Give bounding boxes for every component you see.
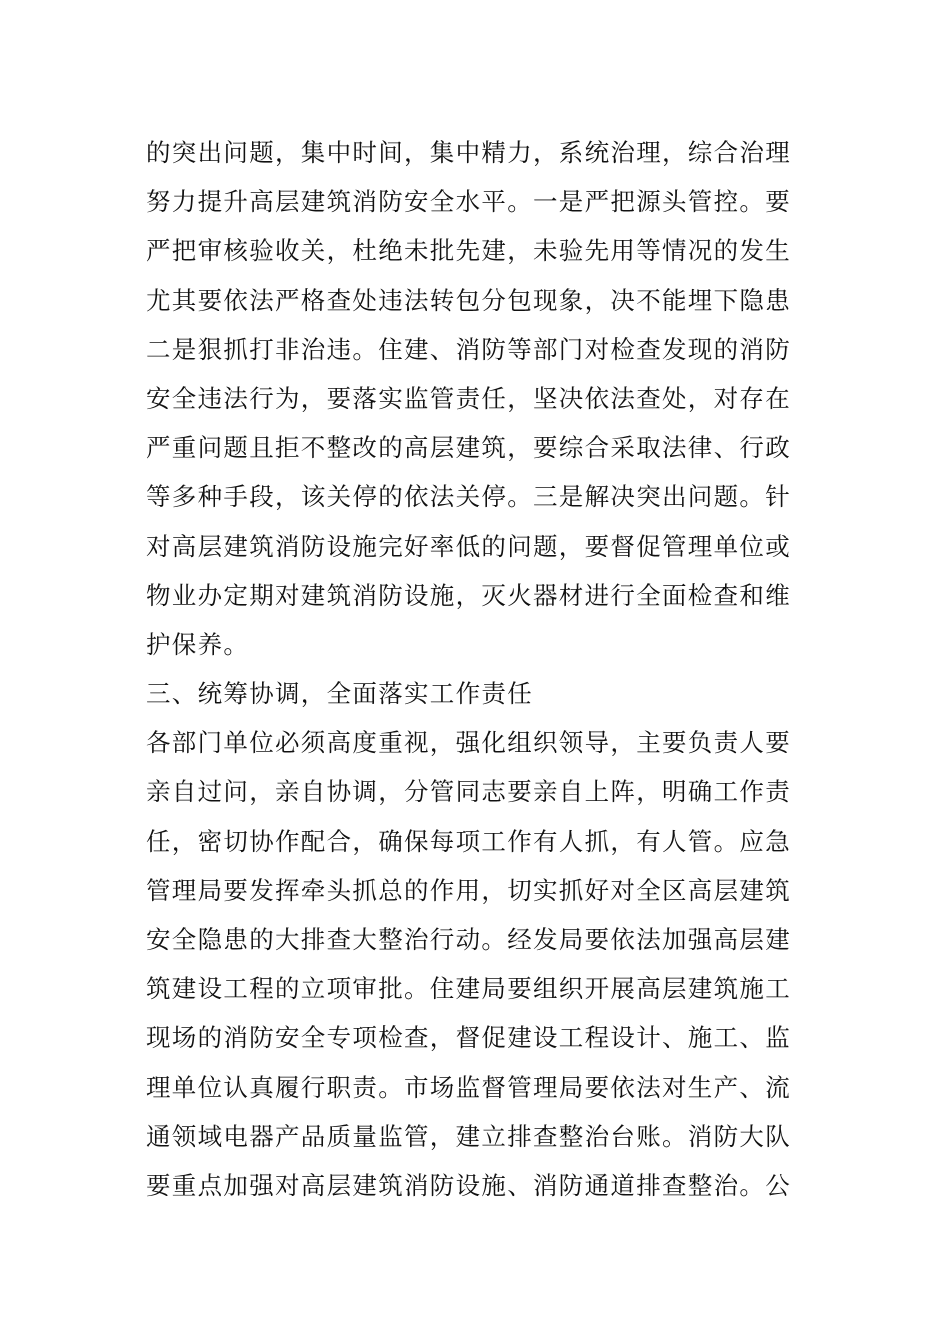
text-line: 要重点加强对高层建筑消防设施、消防通道排查整治。公 [146, 1170, 791, 1200]
text-line: 物业办定期对建筑消防设施，灭火器材进行全面检查和维 [146, 580, 791, 610]
text-line: 安全违法行为，要落实监管责任，坚决依法查处，对存在 [146, 383, 791, 413]
text-line: 的突出问题，集中时间，集中精力，系统治理，综合治理 [146, 138, 791, 167]
text-line: 任，密切协作配合，确保每项工作有人抓，有人管。应急 [146, 826, 791, 856]
text-line: 各部门单位必须高度重视，强化组织领导，主要负责人要 [146, 728, 791, 758]
text-line: 二是狠抓打非治违。住建、消防等部门对检查发现的消防 [146, 334, 791, 364]
text-line: 对高层建筑消防设施完好率低的问题，要督促管理单位或 [146, 531, 791, 561]
text-line: 筑建设工程的立项审批。住建局要组织开展高层建筑施工 [146, 974, 791, 1004]
text-line: 通领域电器产品质量监管，建立排查整治台账。消防大队 [146, 1121, 791, 1151]
document-body [146, 128, 846, 1210]
text-line: 严把审核验收关，杜绝未批先建，未验先用等情况的发生 [146, 236, 791, 266]
text-line: 尤其要依法严格查处违法转包分包现象，决不能埋下隐患 [146, 285, 791, 315]
text-line: 护保养。 [146, 629, 250, 659]
text-line: 现场的消防安全专项检查，督促建设工程设计、施工、监 [146, 1023, 791, 1053]
text-line: 努力提升高层建筑消防安全水平。一是严把源头管控。要 [146, 187, 791, 217]
text-line: 亲自过问，亲自协调，分管同志要亲自上阵，明确工作责 [146, 777, 791, 807]
text-line: 严重问题且拒不整改的高层建筑，要综合采取法律、行政 [146, 433, 791, 463]
text-line: 理单位认真履行职责。市场监督管理局要依法对生产、流 [146, 1072, 791, 1102]
text-line: 管理局要发挥牵头抓总的作用，切实抓好对全区高层建筑 [146, 875, 791, 905]
text-line: 等多种手段，该关停的依法关停。三是解决突出问题。针 [146, 482, 791, 512]
text-line: 安全隐患的大排查大整治行动。经发局要依法加强高层建 [146, 925, 791, 954]
section-heading: 三、统筹协调，全面落实工作责任 [146, 679, 533, 709]
